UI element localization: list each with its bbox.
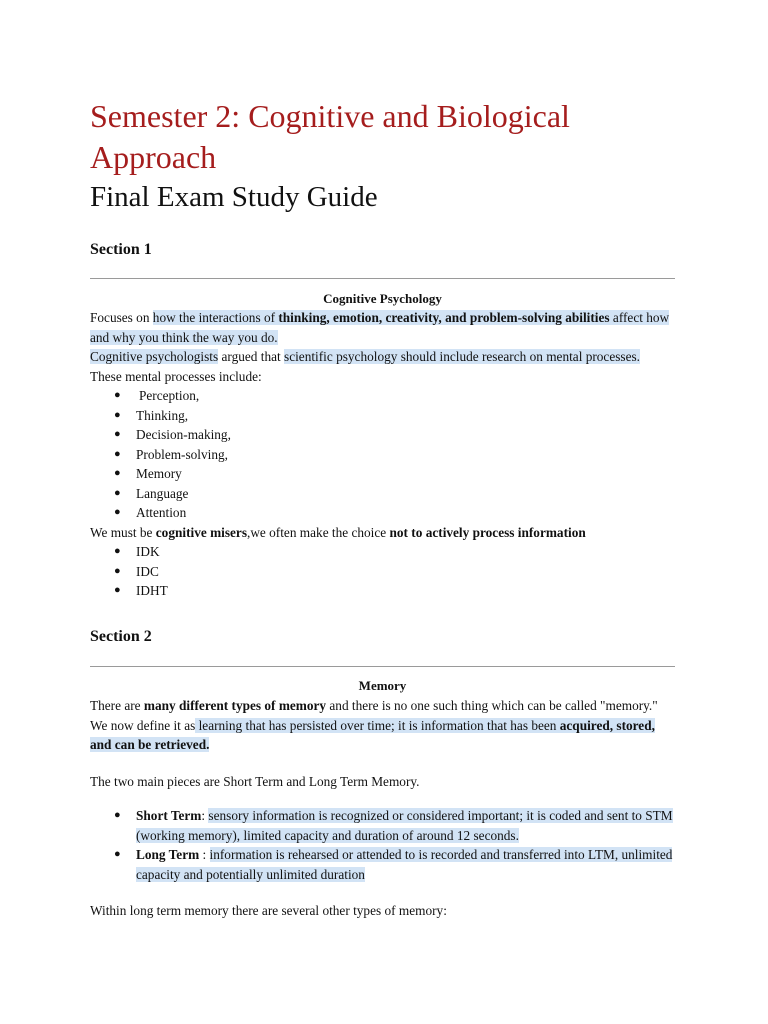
bullet-icon: ● — [114, 564, 121, 577]
list-item: ● IDC — [90, 562, 675, 582]
misers-list — [90, 542, 675, 601]
bullet-icon: ● — [114, 506, 121, 518]
paragraph: There are many different types of memory and there is no one such thing which can be called "memory." We now define it as learning that has persisted over time; it is information that has been acquired, stored, and can be retrieved. — [90, 698, 658, 752]
section-1-divider — [90, 278, 675, 279]
list-item: ● Thinking, — [90, 406, 675, 426]
highlight: scientific psychology should include research on mental processes. — [284, 349, 640, 364]
list-item-short-term: ● Short Term: sensory information is recognized or considered important; it is coded and sent to STM (working memory), limited capacity and duration of around 12 seconds. — [114, 808, 673, 843]
list-item: ● Language — [90, 484, 675, 504]
section-1-topic: Cognitive Psychology — [323, 291, 442, 306]
term-label: Short Term — [136, 808, 202, 823]
paragraph: Cognitive psychologists argued that scientific psychology should include research on mental processes. — [90, 349, 640, 364]
mental-processes-list — [90, 386, 675, 523]
list-item: ● Attention — [90, 503, 675, 523]
bullet-icon: ● — [114, 428, 121, 440]
bullet-icon: ● — [114, 584, 121, 596]
highlight: learning that has persisted over time; it is information that has been acquired, stored, and can be retrieved. — [90, 717, 655, 752]
section-1-body — [90, 308, 675, 601]
list-item: ● IDHT — [90, 581, 675, 601]
section-1-heading: Section 1 — [90, 241, 152, 258]
bullet-icon: ● — [114, 809, 121, 821]
list-item: ● Decision-making, — [90, 425, 675, 445]
list-item: ● Problem-solving, — [90, 445, 675, 465]
highlight: information is rehearsed or attended to is recorded and transferred into LTM, unlimited capacity and potentially unlimited duration — [136, 847, 673, 882]
bullet-icon: ● — [114, 389, 121, 401]
section-2-heading: Section 2 — [90, 628, 152, 645]
list-item-long-term: ● Long Term : information is rehearsed or attended to is recorded and transferred into LTM, unlimited capacity and potentially unlimited duration — [114, 847, 673, 882]
bullet-icon: ● — [114, 848, 121, 860]
memory-types-list — [90, 806, 675, 884]
paragraph: These mental processes include: — [90, 368, 262, 384]
section-2-divider — [90, 666, 675, 667]
bullet-icon: ● — [114, 467, 121, 479]
paragraph: Focuses on how the interactions of thinking, emotion, creativity, and problem-solving abilities affect how and why you think the way you do. — [90, 310, 670, 345]
term-label: Long Term — [136, 847, 200, 862]
highlight: sensory information is recognized or considered important; it is coded and sent to STM (working memory), limited capacity and duration of around 12 seconds. — [136, 808, 673, 843]
document-title: Semester 2: Cognitive and Biological Approach — [90, 98, 570, 175]
document-subtitle: Final Exam Study Guide — [90, 181, 378, 213]
paragraph: Within long term memory there are several other types of memory: — [90, 903, 447, 918]
bullet-icon: ● — [114, 545, 121, 557]
list-item: ● Memory — [90, 464, 675, 484]
list-item: ● Perception, — [90, 386, 675, 406]
highlight: Cognitive psychologists — [90, 349, 219, 364]
bullet-icon: ● — [114, 447, 121, 460]
paragraph: The two main pieces are Short Term and Long Term Memory. — [90, 774, 420, 789]
section-2-topic: Memory — [358, 678, 407, 693]
section-2-body — [90, 696, 675, 755]
highlight: how the interactions of thinking, emotion, creativity, and problem-solving abilities affect how and why you think the way you do. — [90, 310, 670, 345]
bullet-icon: ● — [114, 486, 121, 499]
list-item: ● IDK — [90, 542, 675, 562]
bullet-icon: ● — [114, 408, 121, 421]
paragraph: We must be cognitive misers,we often make the choice not to actively process information — [90, 524, 586, 540]
